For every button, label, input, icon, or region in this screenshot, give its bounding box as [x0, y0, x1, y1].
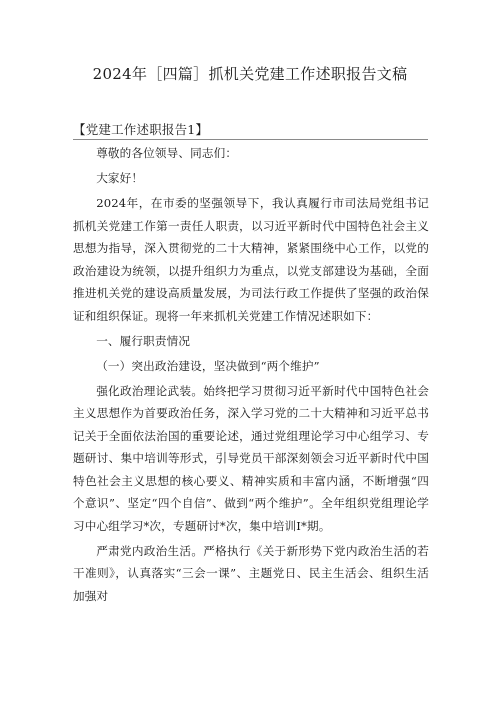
- salutation: 尊敬的各位领导、同志们：: [96, 146, 238, 160]
- section-divider: [73, 139, 428, 140]
- body-paragraph-1: 强化政治理论武装。始终把学习贯彻习近平新时代中国特色社会主义思想作为首要政治任务，深入学习党的二十大精神和习近平总书记关于全面依法治国的重要论述，通过党组理论学习中心组学习、专题研讨、集中培训等形式，引导党员干部深刻领会习近平新时代中国特色社会主义思想的核心要义、精神实质和丰富内涵，不断增强“四个意识”、坚定“四个自信”、做到“两个维护”。全年组织党组理论学习中心组学习*次，专题研讨*次，集中培训I*期。: [73, 383, 429, 533]
- intro-paragraph: 2024年，在市委的坚强领导下，我认真履行市司法局党组书记抓机关党建工作第一责任人职责，以习近平新时代中国特色社会主义思想为指导，深入贯彻党的二十大精神，紧紧围绕中心工作，以党的政治建设为统领，以提升组织力为重点，以党支部建设为基础，全面推进机关党的建设高质量发展，为司法行政工作提供了坚强的政治保证和组织保证。现将一年来抓机关党建工作情况述职如下：: [73, 196, 429, 323]
- body-paragraph-2: 严肃党内政治生活。严格执行《关于新形势下党内政治生活的若干准则》，认真落实“三会一课”、主题党日、民主生活会、组织生活加强对: [73, 543, 429, 603]
- subsection-heading: （一）突出政治建设，坚决做到“两个维护”: [96, 358, 320, 373]
- document-body: [73, 142, 429, 610]
- document-title: 2024年［四篇］抓机关党建工作述职报告文稿: [92, 65, 408, 83]
- section-heading: 一、履行职责情况: [96, 333, 191, 348]
- section-label: 【党建工作述职报告1】: [73, 122, 209, 137]
- greeting: 大家好！: [96, 171, 144, 185]
